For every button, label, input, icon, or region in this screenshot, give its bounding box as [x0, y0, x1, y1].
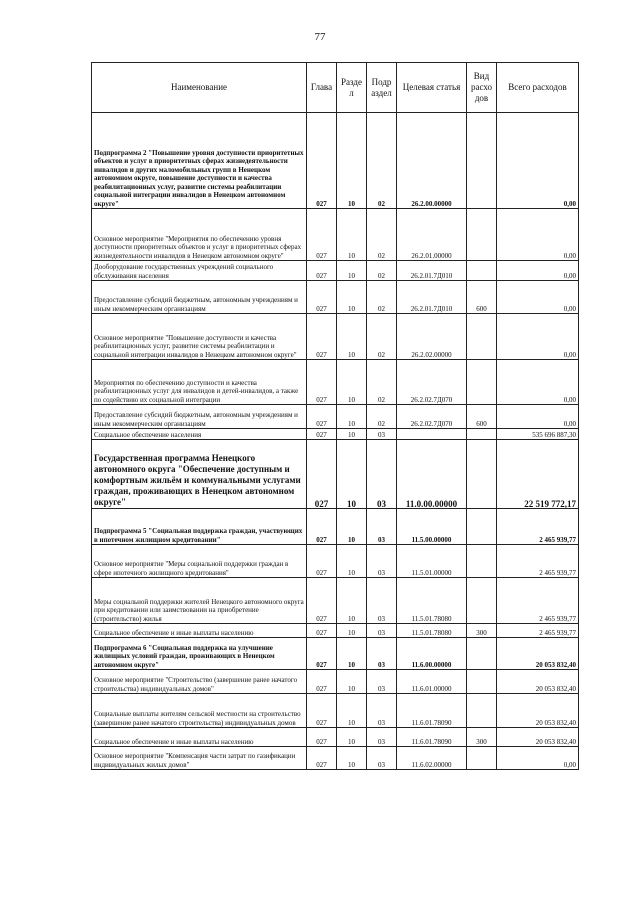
row-name: Основное мероприятие "Мероприятия по обеспечению уровня доступности приоритетных объектов и услуг в приоритетных сферах жизнедеятельности инвалидов в Ненецком автономном округе": [92, 209, 307, 261]
header-podrazdel: Подр аздел: [367, 63, 397, 113]
row-razdel: 10: [337, 509, 367, 545]
row-podrazdel: 02: [367, 360, 397, 405]
row-expense-type: [467, 314, 497, 360]
row-podrazdel: 03: [367, 624, 397, 638]
row-razdel: 10: [337, 638, 367, 670]
row-glava: 027: [307, 209, 337, 261]
row-total: 20 053 832,40: [497, 694, 579, 728]
row-expense-type: [467, 578, 497, 624]
row-expense-type: 300: [467, 624, 497, 638]
row-expense-type: [467, 747, 497, 770]
row-target-article: 11.5.01.00000: [397, 545, 467, 578]
row-target-article: 11.6.01.78090: [397, 694, 467, 728]
row-name: Основное мероприятие "Строительство (завершение ранее начатого строительства) индивидуальных домов": [92, 670, 307, 694]
row-razdel: 10: [337, 314, 367, 360]
row-glava: 027: [307, 113, 337, 209]
table-row: [92, 261, 579, 281]
table-row: [92, 509, 579, 545]
row-name: Социальное обеспечение и иные выплаты населению: [92, 624, 307, 638]
table-row: [92, 624, 579, 638]
row-glava: 027: [307, 624, 337, 638]
row-podrazdel: 03: [367, 638, 397, 670]
row-glava: 027: [307, 281, 337, 314]
row-total: 535 696 887,30: [497, 429, 579, 440]
row-glava: 027: [307, 747, 337, 770]
row-razdel: 10: [337, 694, 367, 728]
table-row: [92, 281, 579, 314]
row-total: 0,00: [497, 281, 579, 314]
header-expense-type: Вид расхо дов: [467, 63, 497, 113]
row-name: Подпрограмма 2 "Повышение уровня доступности приоритетных объектов и услуг в приоритетных сферах жизнедеятельности инвалидов и других маломобильных групп в Ненецком автономном округе, повышение доступности и качества реабилитационных услуг, развитие системы реабилитации социальной интеграции инвалидов в Ненецком автономном округе": [92, 113, 307, 209]
row-name: Социальное обеспечение и иные выплаты населению: [92, 728, 307, 747]
budget-table: [91, 62, 579, 770]
row-expense-type: 600: [467, 281, 497, 314]
row-target-article: 26.2.01.7Д010: [397, 261, 467, 281]
row-podrazdel: 03: [367, 545, 397, 578]
table-row: [92, 440, 579, 509]
table-row: [92, 360, 579, 405]
row-expense-type: [467, 545, 497, 578]
row-razdel: 10: [337, 429, 367, 440]
row-total: 0,00: [497, 747, 579, 770]
row-razdel: 10: [337, 113, 367, 209]
table-row: [92, 429, 579, 440]
row-glava: 027: [307, 360, 337, 405]
row-total: 0,00: [497, 314, 579, 360]
row-expense-type: [467, 429, 497, 440]
row-expense-type: [467, 261, 497, 281]
row-razdel: 10: [337, 747, 367, 770]
header-razdel: Разде л: [337, 63, 367, 113]
row-razdel: 10: [337, 209, 367, 261]
row-podrazdel: 02: [367, 209, 397, 261]
row-podrazdel: 02: [367, 113, 397, 209]
table-row: [92, 405, 579, 429]
row-razdel: 10: [337, 405, 367, 429]
row-target-article: 11.6.02.00000: [397, 747, 467, 770]
row-name: Подпрограмма 5 "Социальная поддержка граждан, участвующих в ипотечном жилищном кредитовании": [92, 509, 307, 545]
row-target-article: 11.6.01.00000: [397, 670, 467, 694]
row-name: Предоставление субсидий бюджетным, автономным учреждениям и иным некоммерческим организациям: [92, 405, 307, 429]
row-name: Государственная программа Ненецкого автономного округа "Обеспечение доступным и комфортным жильём и коммунальными услугами граждан, проживающих в Ненецком автономном округе": [92, 440, 307, 509]
row-name: Основное мероприятие "Повышение доступности и качества реабилитационных услуг, развитие системы реабилитации и социальной интеграции инвалидов в Ненецком автономном округе": [92, 314, 307, 360]
row-total: 0,00: [497, 405, 579, 429]
table-row: [92, 209, 579, 261]
row-podrazdel: 03: [367, 578, 397, 624]
page-number: 77: [314, 31, 326, 43]
row-expense-type: [467, 509, 497, 545]
row-total: 22 519 772,17: [497, 440, 579, 509]
row-glava: 027: [307, 545, 337, 578]
row-target-article: 11.5.00.00000: [397, 509, 467, 545]
row-name: Подпрограмма 6 "Социальная поддержка на улучшение жилищных условий граждан, проживающих в Ненецком автономном округе": [92, 638, 307, 670]
row-razdel: 10: [337, 624, 367, 638]
row-target-article: 11.5.01.78080: [397, 624, 467, 638]
row-target-article: 11.6.01.78090: [397, 728, 467, 747]
table-row: [92, 747, 579, 770]
row-glava: 027: [307, 694, 337, 728]
row-glava: 027: [307, 429, 337, 440]
row-podrazdel: 02: [367, 314, 397, 360]
row-expense-type: [467, 113, 497, 209]
row-razdel: 10: [337, 670, 367, 694]
row-name: Дооборудование государственных учреждений социального обслуживания населения: [92, 261, 307, 281]
row-glava: 027: [307, 261, 337, 281]
table-row: [92, 578, 579, 624]
header-target-article: Целевая статья: [397, 63, 467, 113]
row-glava: 027: [307, 509, 337, 545]
row-total: 2 465 939,77: [497, 624, 579, 638]
row-podrazdel: 02: [367, 405, 397, 429]
row-razdel: 10: [337, 440, 367, 509]
row-expense-type: 600: [467, 405, 497, 429]
table-row: [92, 113, 579, 209]
table-row: [92, 545, 579, 578]
row-name: Основное мероприятие "Компенсация части затрат по газификации индивидуальных жилых домов": [92, 747, 307, 770]
row-name: Мероприятия по обеспечению доступности и качества реабилитационных услуг для инвалидов и детей-инвалидов, а также по содействию их социальной интеграции: [92, 360, 307, 405]
row-target-article: 26.2.01.7Д010: [397, 281, 467, 314]
row-total: 0,00: [497, 360, 579, 405]
row-podrazdel: 03: [367, 429, 397, 440]
row-glava: 027: [307, 440, 337, 509]
row-glava: 027: [307, 578, 337, 624]
row-expense-type: [467, 670, 497, 694]
row-glava: 027: [307, 728, 337, 747]
row-total: 20 053 832,40: [497, 670, 579, 694]
row-podrazdel: 03: [367, 747, 397, 770]
row-target-article: 26.2.01.00000: [397, 209, 467, 261]
row-name: Социальные выплаты жителям сельской местности на строительство (завершение ранее начатого строительства) индивидуальных домов: [92, 694, 307, 728]
row-total: 0,00: [497, 113, 579, 209]
row-razdel: 10: [337, 578, 367, 624]
row-total: 20 053 832,40: [497, 638, 579, 670]
row-razdel: 10: [337, 728, 367, 747]
row-razdel: 10: [337, 545, 367, 578]
table-row: [92, 694, 579, 728]
row-podrazdel: 02: [367, 261, 397, 281]
row-glava: 027: [307, 314, 337, 360]
row-expense-type: [467, 638, 497, 670]
header-name: Наименование: [92, 63, 307, 113]
row-total: 2 465 939,77: [497, 509, 579, 545]
row-total: 2 465 939,77: [497, 545, 579, 578]
row-target-article: 26.2.02.7Д070: [397, 405, 467, 429]
row-podrazdel: 03: [367, 440, 397, 509]
row-expense-type: [467, 360, 497, 405]
row-target-article: 26.2.00.00000: [397, 113, 467, 209]
table-row: [92, 638, 579, 670]
row-total: 0,00: [497, 209, 579, 261]
row-total: 20 053 832,40: [497, 728, 579, 747]
row-expense-type: 300: [467, 728, 497, 747]
row-glava: 027: [307, 638, 337, 670]
table-row: [92, 670, 579, 694]
row-podrazdel: 03: [367, 694, 397, 728]
row-target-article: [397, 429, 467, 440]
row-podrazdel: 03: [367, 728, 397, 747]
row-razdel: 10: [337, 360, 367, 405]
table-row: [92, 728, 579, 747]
row-razdel: 10: [337, 281, 367, 314]
header-total: Всего расходов: [497, 63, 579, 113]
row-name: Социальное обеспечение населения: [92, 429, 307, 440]
row-expense-type: [467, 440, 497, 509]
row-glava: 027: [307, 405, 337, 429]
row-expense-type: [467, 694, 497, 728]
header-glava: Глава: [307, 63, 337, 113]
row-target-article: 11.6.00.00000: [397, 638, 467, 670]
row-podrazdel: 02: [367, 281, 397, 314]
row-total: 2 465 939,77: [497, 578, 579, 624]
row-name: Меры социальной поддержки жителей Ненецкого автономного округа при кредитовании или заимствовании на приобретение (строительство) жилья: [92, 578, 307, 624]
row-target-article: 11.5.01.78080: [397, 578, 467, 624]
row-razdel: 10: [337, 261, 367, 281]
row-name: Предоставление субсидий бюджетным, автономным учреждениям и иным некоммерческим организациям: [92, 281, 307, 314]
table-row: [92, 314, 579, 360]
row-target-article: 11.0.00.00000: [397, 440, 467, 509]
row-target-article: 26.2.02.7Д070: [397, 360, 467, 405]
row-podrazdel: 03: [367, 509, 397, 545]
row-expense-type: [467, 209, 497, 261]
row-glava: 027: [307, 670, 337, 694]
row-podrazdel: 03: [367, 670, 397, 694]
row-target-article: 26.2.02.00000: [397, 314, 467, 360]
row-name: Основное мероприятие "Меры социальной поддержки граждан в сфере ипотечного жилищного кредитования": [92, 545, 307, 578]
row-total: 0,00: [497, 261, 579, 281]
